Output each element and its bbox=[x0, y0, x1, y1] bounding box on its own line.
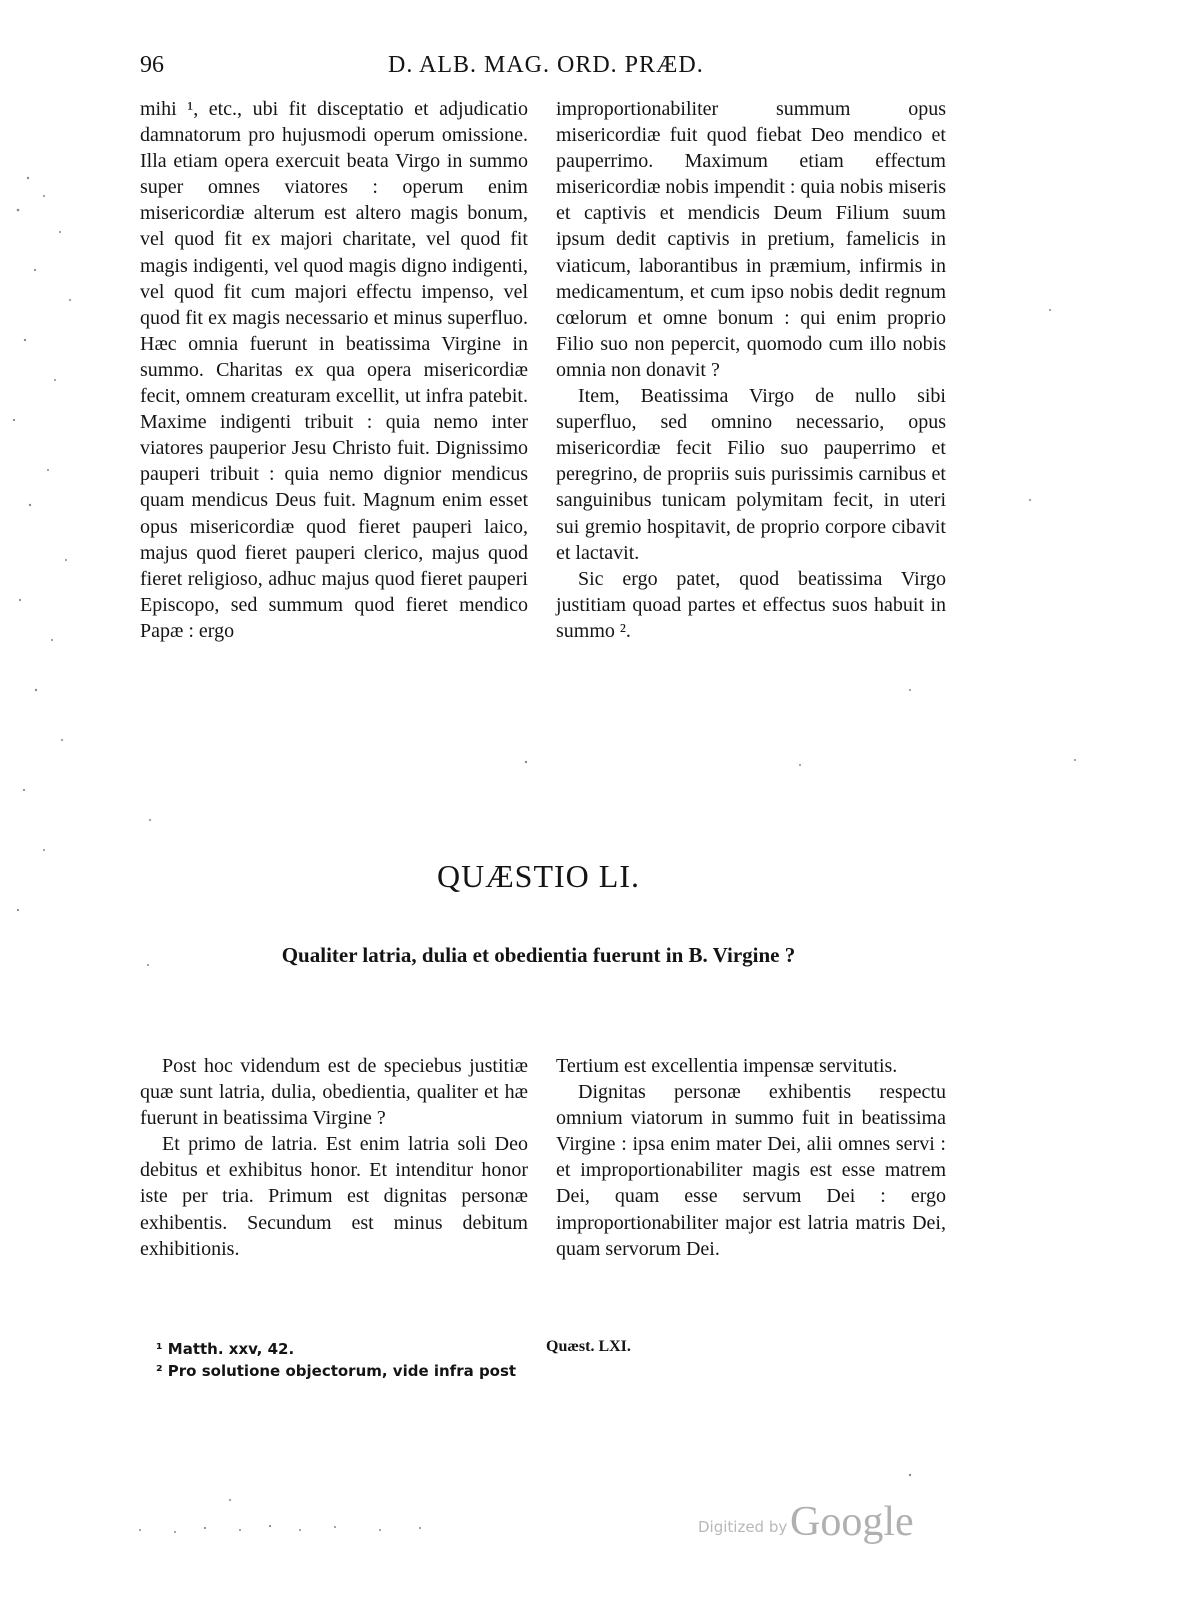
watermark-prefix: Digitized by bbox=[698, 1518, 788, 1536]
running-title: D. ALB. MAG. ORD. PRÆD. bbox=[388, 52, 704, 78]
google-logo: Google bbox=[790, 1499, 914, 1545]
paragraph: mihi ¹, etc., ubi fit disceptatio et adjudicatio damnatorum pro hujusmodi operum omissione. Illa etiam opera exercuit beata Virgo in summo super omnes viatores : operum enim misericordiæ alterum est altero magis bonum, vel quod fit ex majori charitate, vel quod fit magis indigenti, vel quod magis digno indigenti, vel quod fit cum majori effectu impenso, vel quod fit ex magis necessario et minus superfluo. Hæc omnia fuerunt in beatissima Virgine in summo. Charitas ex qua opera misericordiæ fecit, omnem creaturam excellit, ut infra patebit. Maxime indigenti tribuit : quia nemo inter viatores pauperior Jesu Christo fuit. Dignissimo pauperi tribuit : quia nemo dignior mendicus quam mendicus Deus fuit. Magnum enim esset opus misericordiæ quod fieret pauperi laico, majus quod fieret pauperi clerico, majus quod fieret religioso, adhuc majus quod fieret pauperi Episcopo, sed summum quod fieret mendico Papæ : ergo bbox=[140, 98, 528, 642]
paragraph: Et primo de latria. Est enim latria soli Deo debitus et exhibitus honor. Et intenditur honor iste per tria. Primum est dignitas personæ exhibentis. Secundum est minus debitum exhibitionis. bbox=[140, 1133, 528, 1260]
page-number: 96 bbox=[140, 52, 164, 78]
paragraph: Tertium est excellentia impensæ servitutis. bbox=[556, 1055, 898, 1077]
footnote-2-continued: Quæst. LXI. bbox=[546, 1338, 631, 1355]
paragraph: Post hoc videndum est de speciebus justitiæ quæ sunt latria, dulia, obedientia, qualiter et hæ fuerunt in beatissima Virgine ? bbox=[140, 1055, 528, 1130]
paragraph: Dignitas personæ exhibentis respectu omnium viatorum in summo fuit in beatissima Virgine : ipsa enim mater Dei, alii omnes servi : et improportionabiliter magis est esse matrem Dei, quam esse servum Dei : ergo improportionabiliter major est latria matris Dei, quam servorum Dei. bbox=[556, 1081, 946, 1260]
paragraph: improportionabiliter summum opus misericordiæ fuit quod fiebat Deo mendico et pauperrimo. Maximum etiam effectum misericordiæ nobis impendit : quia nobis miseris et captivis et mendicis Deum Filium suum ipsum dedit captivis in pretium, famelicis in viaticum, laborantibus in præmium, infirmis in medicamentum, et cum ipso nobis dedit regnum cœlorum et omne bonum : qui enim proprio Filio suo non pepercit, quomodo cum illo nobis omnia non donavit ? bbox=[556, 98, 946, 381]
paragraph: Item, Beatissima Virgo de nullo sibi superfluo, sed omnino necessario, opus misericordiæ fecit Filio suo pauperrimo et peregrino, de propriis suis purissimis carnibus et sanguinibus tunicam polymitam fecit, in uteri sui gremio hospitavit, de proprio corpore cibavit et lactavit. bbox=[556, 385, 946, 564]
paragraph: Sic ergo patet, quod beatissima Virgo justitiam quoad partes et effectus suos habuit in summo ². bbox=[556, 567, 946, 642]
question-subtitle: Qualiter latria, dulia et obedientia fuerunt in B. Virgine ? bbox=[281, 943, 796, 967]
footnote-2: ² Pro solutione objectorum, vide infra post bbox=[156, 1362, 517, 1380]
question-title: QUÆSTIO LI. bbox=[437, 858, 640, 894]
footnote-1: ¹ Matth. xxv, 42. bbox=[156, 1340, 295, 1358]
